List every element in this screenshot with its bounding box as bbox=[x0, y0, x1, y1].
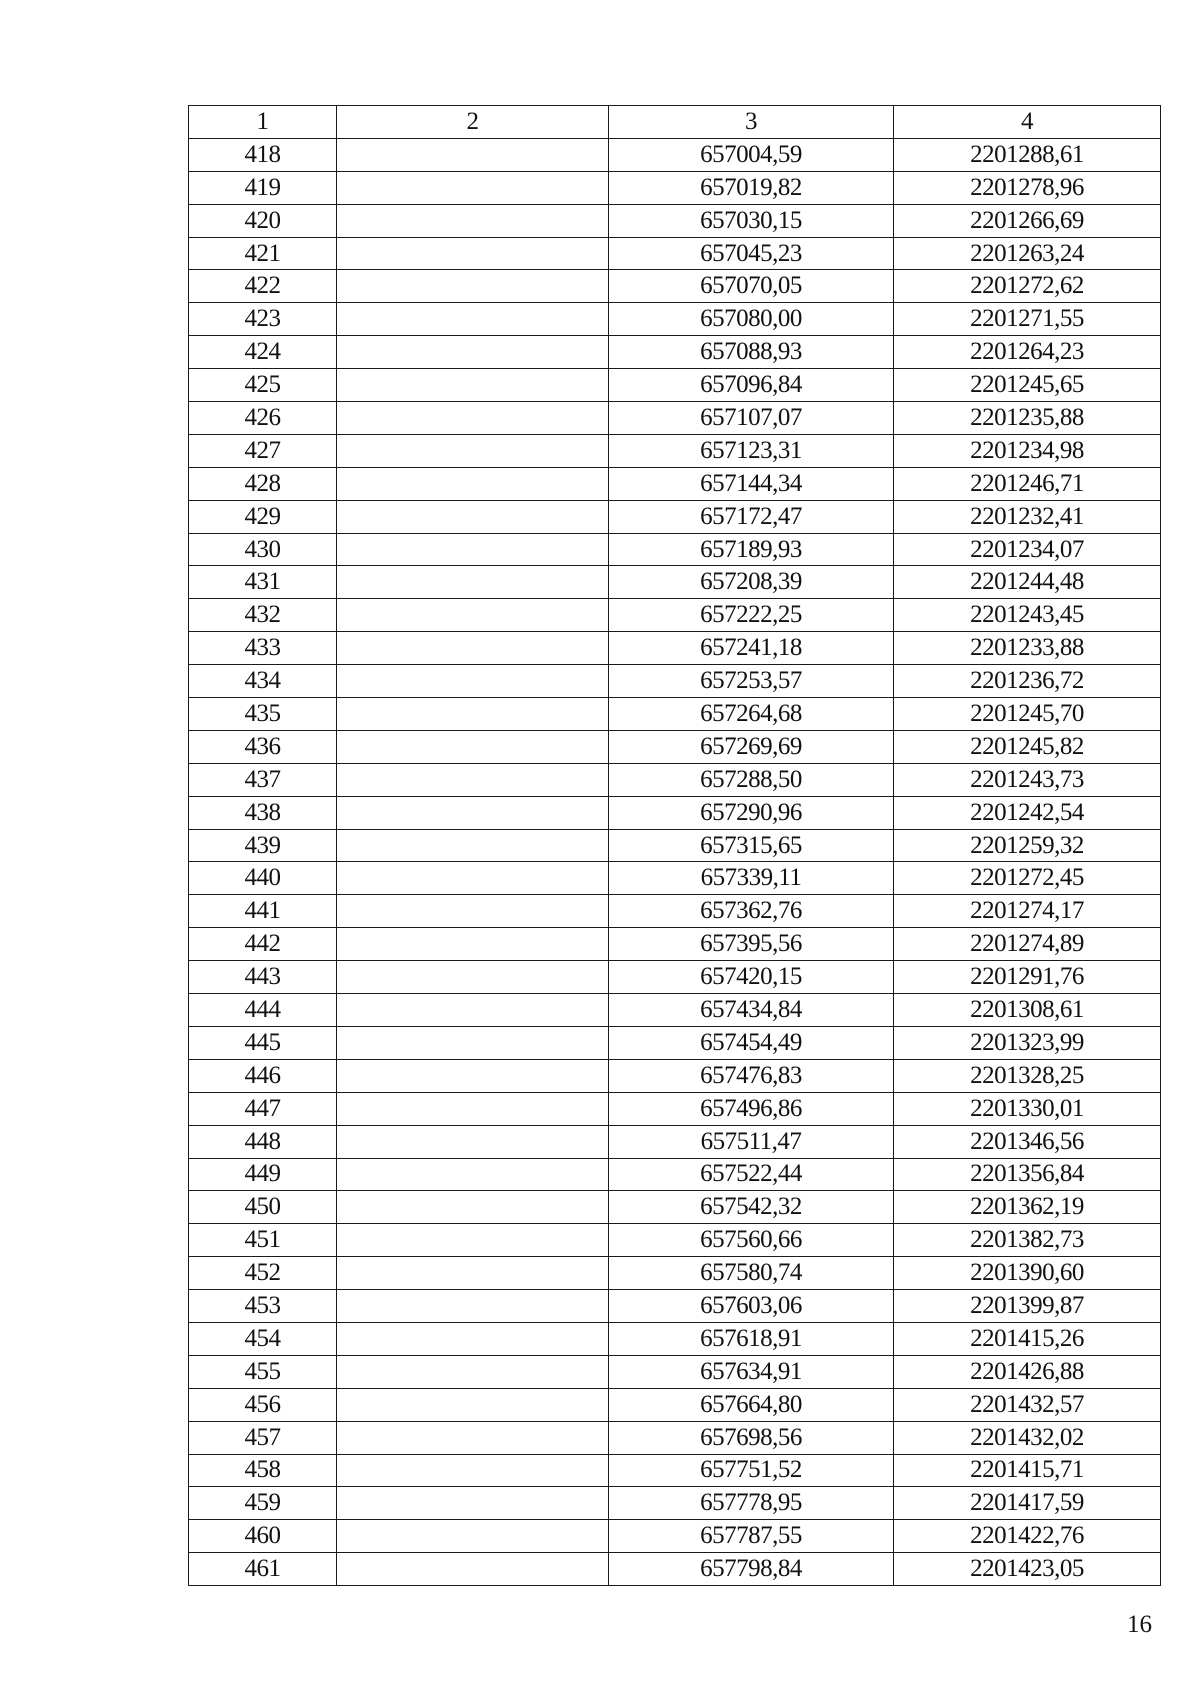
empty-cell bbox=[337, 434, 609, 467]
y-coordinate-cell: 2201264,23 bbox=[894, 336, 1161, 369]
empty-cell bbox=[337, 1125, 609, 1158]
point-number-cell: 427 bbox=[189, 434, 337, 467]
x-coordinate-cell: 657241,18 bbox=[609, 632, 894, 665]
point-number-cell: 460 bbox=[189, 1520, 337, 1553]
y-coordinate-cell: 2201272,62 bbox=[894, 270, 1161, 303]
empty-cell bbox=[337, 599, 609, 632]
empty-cell bbox=[337, 1322, 609, 1355]
point-number-cell: 436 bbox=[189, 730, 337, 763]
point-number-cell: 428 bbox=[189, 467, 337, 500]
x-coordinate-cell: 657698,56 bbox=[609, 1421, 894, 1454]
coordinates-table bbox=[188, 105, 1161, 1586]
column-header-2: 2 bbox=[337, 106, 609, 139]
empty-cell bbox=[337, 1454, 609, 1487]
x-coordinate-cell: 657004,59 bbox=[609, 138, 894, 171]
point-number-cell: 454 bbox=[189, 1322, 337, 1355]
y-coordinate-cell: 2201259,32 bbox=[894, 829, 1161, 862]
table-row bbox=[189, 1553, 1161, 1586]
point-number-cell: 419 bbox=[189, 171, 337, 204]
y-coordinate-cell: 2201236,72 bbox=[894, 665, 1161, 698]
table-row bbox=[189, 467, 1161, 500]
x-coordinate-cell: 657096,84 bbox=[609, 369, 894, 402]
empty-cell bbox=[337, 829, 609, 862]
y-coordinate-cell: 2201415,26 bbox=[894, 1322, 1161, 1355]
point-number-cell: 457 bbox=[189, 1421, 337, 1454]
empty-cell bbox=[337, 270, 609, 303]
y-coordinate-cell: 2201266,69 bbox=[894, 204, 1161, 237]
x-coordinate-cell: 657395,56 bbox=[609, 928, 894, 961]
table-row bbox=[189, 1092, 1161, 1125]
empty-cell bbox=[337, 237, 609, 270]
x-coordinate-cell: 657362,76 bbox=[609, 895, 894, 928]
x-coordinate-cell: 657580,74 bbox=[609, 1257, 894, 1290]
table-row bbox=[189, 763, 1161, 796]
y-coordinate-cell: 2201422,76 bbox=[894, 1520, 1161, 1553]
y-coordinate-cell: 2201426,88 bbox=[894, 1355, 1161, 1388]
column-header-1: 1 bbox=[189, 106, 337, 139]
point-number-cell: 447 bbox=[189, 1092, 337, 1125]
y-coordinate-cell: 2201244,48 bbox=[894, 566, 1161, 599]
x-coordinate-cell: 657070,05 bbox=[609, 270, 894, 303]
table-row bbox=[189, 1224, 1161, 1257]
empty-cell bbox=[337, 500, 609, 533]
x-coordinate-cell: 657088,93 bbox=[609, 336, 894, 369]
empty-cell bbox=[337, 138, 609, 171]
point-number-cell: 434 bbox=[189, 665, 337, 698]
y-coordinate-cell: 2201288,61 bbox=[894, 138, 1161, 171]
y-coordinate-cell: 2201291,76 bbox=[894, 961, 1161, 994]
table-row bbox=[189, 533, 1161, 566]
point-number-cell: 452 bbox=[189, 1257, 337, 1290]
x-coordinate-cell: 657560,66 bbox=[609, 1224, 894, 1257]
y-coordinate-cell: 2201390,60 bbox=[894, 1257, 1161, 1290]
table-row bbox=[189, 171, 1161, 204]
y-coordinate-cell: 2201328,25 bbox=[894, 1059, 1161, 1092]
table-row bbox=[189, 1158, 1161, 1191]
x-coordinate-cell: 657542,32 bbox=[609, 1191, 894, 1224]
empty-cell bbox=[337, 1520, 609, 1553]
table-row bbox=[189, 961, 1161, 994]
point-number-cell: 455 bbox=[189, 1355, 337, 1388]
empty-cell bbox=[337, 763, 609, 796]
empty-cell bbox=[337, 698, 609, 731]
point-number-cell: 418 bbox=[189, 138, 337, 171]
y-coordinate-cell: 2201308,61 bbox=[894, 994, 1161, 1027]
y-coordinate-cell: 2201274,89 bbox=[894, 928, 1161, 961]
y-coordinate-cell: 2201245,65 bbox=[894, 369, 1161, 402]
table-row bbox=[189, 566, 1161, 599]
table-row bbox=[189, 500, 1161, 533]
x-coordinate-cell: 657107,07 bbox=[609, 402, 894, 435]
empty-cell bbox=[337, 730, 609, 763]
empty-cell bbox=[337, 336, 609, 369]
point-number-cell: 432 bbox=[189, 599, 337, 632]
point-number-cell: 459 bbox=[189, 1487, 337, 1520]
table-row bbox=[189, 336, 1161, 369]
table-row bbox=[189, 895, 1161, 928]
table-row bbox=[189, 237, 1161, 270]
x-coordinate-cell: 657454,49 bbox=[609, 1026, 894, 1059]
x-coordinate-cell: 657269,69 bbox=[609, 730, 894, 763]
empty-cell bbox=[337, 1355, 609, 1388]
point-number-cell: 438 bbox=[189, 796, 337, 829]
x-coordinate-cell: 657420,15 bbox=[609, 961, 894, 994]
table-row bbox=[189, 1355, 1161, 1388]
point-number-cell: 424 bbox=[189, 336, 337, 369]
empty-cell bbox=[337, 1553, 609, 1586]
table-row bbox=[189, 862, 1161, 895]
empty-cell bbox=[337, 303, 609, 336]
point-number-cell: 450 bbox=[189, 1191, 337, 1224]
table-row bbox=[189, 1125, 1161, 1158]
point-number-cell: 423 bbox=[189, 303, 337, 336]
y-coordinate-cell: 2201382,73 bbox=[894, 1224, 1161, 1257]
empty-cell bbox=[337, 862, 609, 895]
empty-cell bbox=[337, 566, 609, 599]
empty-cell bbox=[337, 665, 609, 698]
empty-cell bbox=[337, 928, 609, 961]
x-coordinate-cell: 657222,25 bbox=[609, 599, 894, 632]
empty-cell bbox=[337, 533, 609, 566]
point-number-cell: 422 bbox=[189, 270, 337, 303]
empty-cell bbox=[337, 402, 609, 435]
y-coordinate-cell: 2201243,45 bbox=[894, 599, 1161, 632]
x-coordinate-cell: 657778,95 bbox=[609, 1487, 894, 1520]
empty-cell bbox=[337, 796, 609, 829]
x-coordinate-cell: 657144,34 bbox=[609, 467, 894, 500]
y-coordinate-cell: 2201232,41 bbox=[894, 500, 1161, 533]
empty-cell bbox=[337, 1290, 609, 1323]
y-coordinate-cell: 2201346,56 bbox=[894, 1125, 1161, 1158]
empty-cell bbox=[337, 1487, 609, 1520]
point-number-cell: 448 bbox=[189, 1125, 337, 1158]
point-number-cell: 435 bbox=[189, 698, 337, 731]
table-row bbox=[189, 698, 1161, 731]
table-row bbox=[189, 1059, 1161, 1092]
point-number-cell: 453 bbox=[189, 1290, 337, 1323]
y-coordinate-cell: 2201245,82 bbox=[894, 730, 1161, 763]
point-number-cell: 439 bbox=[189, 829, 337, 862]
table-row bbox=[189, 270, 1161, 303]
table-row bbox=[189, 204, 1161, 237]
y-coordinate-cell: 2201243,73 bbox=[894, 763, 1161, 796]
y-coordinate-cell: 2201362,19 bbox=[894, 1191, 1161, 1224]
y-coordinate-cell: 2201242,54 bbox=[894, 796, 1161, 829]
y-coordinate-cell: 2201274,17 bbox=[894, 895, 1161, 928]
table-row bbox=[189, 829, 1161, 862]
table-row bbox=[189, 1487, 1161, 1520]
point-number-cell: 437 bbox=[189, 763, 337, 796]
y-coordinate-cell: 2201423,05 bbox=[894, 1553, 1161, 1586]
point-number-cell: 433 bbox=[189, 632, 337, 665]
y-coordinate-cell: 2201432,57 bbox=[894, 1388, 1161, 1421]
empty-cell bbox=[337, 1026, 609, 1059]
x-coordinate-cell: 657290,96 bbox=[609, 796, 894, 829]
x-coordinate-cell: 657476,83 bbox=[609, 1059, 894, 1092]
table-row bbox=[189, 928, 1161, 961]
x-coordinate-cell: 657189,93 bbox=[609, 533, 894, 566]
point-number-cell: 456 bbox=[189, 1388, 337, 1421]
y-coordinate-cell: 2201234,07 bbox=[894, 533, 1161, 566]
y-coordinate-cell: 2201271,55 bbox=[894, 303, 1161, 336]
column-header-4: 4 bbox=[894, 106, 1161, 139]
x-coordinate-cell: 657080,00 bbox=[609, 303, 894, 336]
empty-cell bbox=[337, 1421, 609, 1454]
y-coordinate-cell: 2201278,96 bbox=[894, 171, 1161, 204]
point-number-cell: 429 bbox=[189, 500, 337, 533]
y-coordinate-cell: 2201272,45 bbox=[894, 862, 1161, 895]
point-number-cell: 441 bbox=[189, 895, 337, 928]
y-coordinate-cell: 2201235,88 bbox=[894, 402, 1161, 435]
table-row bbox=[189, 1421, 1161, 1454]
column-header-3: 3 bbox=[609, 106, 894, 139]
point-number-cell: 446 bbox=[189, 1059, 337, 1092]
table-row bbox=[189, 1388, 1161, 1421]
empty-cell bbox=[337, 1224, 609, 1257]
point-number-cell: 430 bbox=[189, 533, 337, 566]
point-number-cell: 449 bbox=[189, 1158, 337, 1191]
x-coordinate-cell: 657315,65 bbox=[609, 829, 894, 862]
x-coordinate-cell: 657264,68 bbox=[609, 698, 894, 731]
x-coordinate-cell: 657751,52 bbox=[609, 1454, 894, 1487]
x-coordinate-cell: 657664,80 bbox=[609, 1388, 894, 1421]
y-coordinate-cell: 2201330,01 bbox=[894, 1092, 1161, 1125]
x-coordinate-cell: 657787,55 bbox=[609, 1520, 894, 1553]
x-coordinate-cell: 657618,91 bbox=[609, 1322, 894, 1355]
table-row bbox=[189, 632, 1161, 665]
point-number-cell: 431 bbox=[189, 566, 337, 599]
x-coordinate-cell: 657172,47 bbox=[609, 500, 894, 533]
x-coordinate-cell: 657123,31 bbox=[609, 434, 894, 467]
y-coordinate-cell: 2201246,71 bbox=[894, 467, 1161, 500]
empty-cell bbox=[337, 1092, 609, 1125]
y-coordinate-cell: 2201233,88 bbox=[894, 632, 1161, 665]
x-coordinate-cell: 657798,84 bbox=[609, 1553, 894, 1586]
x-coordinate-cell: 657434,84 bbox=[609, 994, 894, 1027]
x-coordinate-cell: 657603,06 bbox=[609, 1290, 894, 1323]
x-coordinate-cell: 657496,86 bbox=[609, 1092, 894, 1125]
y-coordinate-cell: 2201356,84 bbox=[894, 1158, 1161, 1191]
point-number-cell: 443 bbox=[189, 961, 337, 994]
point-number-cell: 445 bbox=[189, 1026, 337, 1059]
empty-cell bbox=[337, 1191, 609, 1224]
empty-cell bbox=[337, 1257, 609, 1290]
x-coordinate-cell: 657208,39 bbox=[609, 566, 894, 599]
x-coordinate-cell: 657019,82 bbox=[609, 171, 894, 204]
x-coordinate-cell: 657634,91 bbox=[609, 1355, 894, 1388]
point-number-cell: 458 bbox=[189, 1454, 337, 1487]
table-row bbox=[189, 994, 1161, 1027]
empty-cell bbox=[337, 1059, 609, 1092]
empty-cell bbox=[337, 994, 609, 1027]
page-number: 16 bbox=[1127, 1611, 1152, 1638]
empty-cell bbox=[337, 171, 609, 204]
point-number-cell: 444 bbox=[189, 994, 337, 1027]
x-coordinate-cell: 657253,57 bbox=[609, 665, 894, 698]
table-row bbox=[189, 796, 1161, 829]
empty-cell bbox=[337, 895, 609, 928]
x-coordinate-cell: 657339,11 bbox=[609, 862, 894, 895]
table-row bbox=[189, 665, 1161, 698]
y-coordinate-cell: 2201245,70 bbox=[894, 698, 1161, 731]
table-row bbox=[189, 1191, 1161, 1224]
table-body bbox=[189, 138, 1161, 1585]
y-coordinate-cell: 2201323,99 bbox=[894, 1026, 1161, 1059]
empty-cell bbox=[337, 369, 609, 402]
table-row bbox=[189, 369, 1161, 402]
point-number-cell: 442 bbox=[189, 928, 337, 961]
y-coordinate-cell: 2201234,98 bbox=[894, 434, 1161, 467]
x-coordinate-cell: 657288,50 bbox=[609, 763, 894, 796]
empty-cell bbox=[337, 632, 609, 665]
x-coordinate-cell: 657030,15 bbox=[609, 204, 894, 237]
empty-cell bbox=[337, 1158, 609, 1191]
table-row bbox=[189, 138, 1161, 171]
table-row bbox=[189, 730, 1161, 763]
table-row bbox=[189, 1454, 1161, 1487]
table-row bbox=[189, 1026, 1161, 1059]
x-coordinate-cell: 657522,44 bbox=[609, 1158, 894, 1191]
point-number-cell: 420 bbox=[189, 204, 337, 237]
table-row bbox=[189, 1520, 1161, 1553]
empty-cell bbox=[337, 961, 609, 994]
y-coordinate-cell: 2201263,24 bbox=[894, 237, 1161, 270]
table-row bbox=[189, 1257, 1161, 1290]
point-number-cell: 426 bbox=[189, 402, 337, 435]
table-header-row bbox=[189, 106, 1161, 139]
table-row bbox=[189, 1290, 1161, 1323]
y-coordinate-cell: 2201432,02 bbox=[894, 1421, 1161, 1454]
empty-cell bbox=[337, 467, 609, 500]
point-number-cell: 451 bbox=[189, 1224, 337, 1257]
y-coordinate-cell: 2201417,59 bbox=[894, 1487, 1161, 1520]
point-number-cell: 461 bbox=[189, 1553, 337, 1586]
x-coordinate-cell: 657511,47 bbox=[609, 1125, 894, 1158]
table-row bbox=[189, 303, 1161, 336]
point-number-cell: 425 bbox=[189, 369, 337, 402]
empty-cell bbox=[337, 1388, 609, 1421]
point-number-cell: 440 bbox=[189, 862, 337, 895]
point-number-cell: 421 bbox=[189, 237, 337, 270]
table-row bbox=[189, 1322, 1161, 1355]
y-coordinate-cell: 2201415,71 bbox=[894, 1454, 1161, 1487]
table-row bbox=[189, 434, 1161, 467]
x-coordinate-cell: 657045,23 bbox=[609, 237, 894, 270]
empty-cell bbox=[337, 204, 609, 237]
y-coordinate-cell: 2201399,87 bbox=[894, 1290, 1161, 1323]
table-row bbox=[189, 599, 1161, 632]
table-row bbox=[189, 402, 1161, 435]
